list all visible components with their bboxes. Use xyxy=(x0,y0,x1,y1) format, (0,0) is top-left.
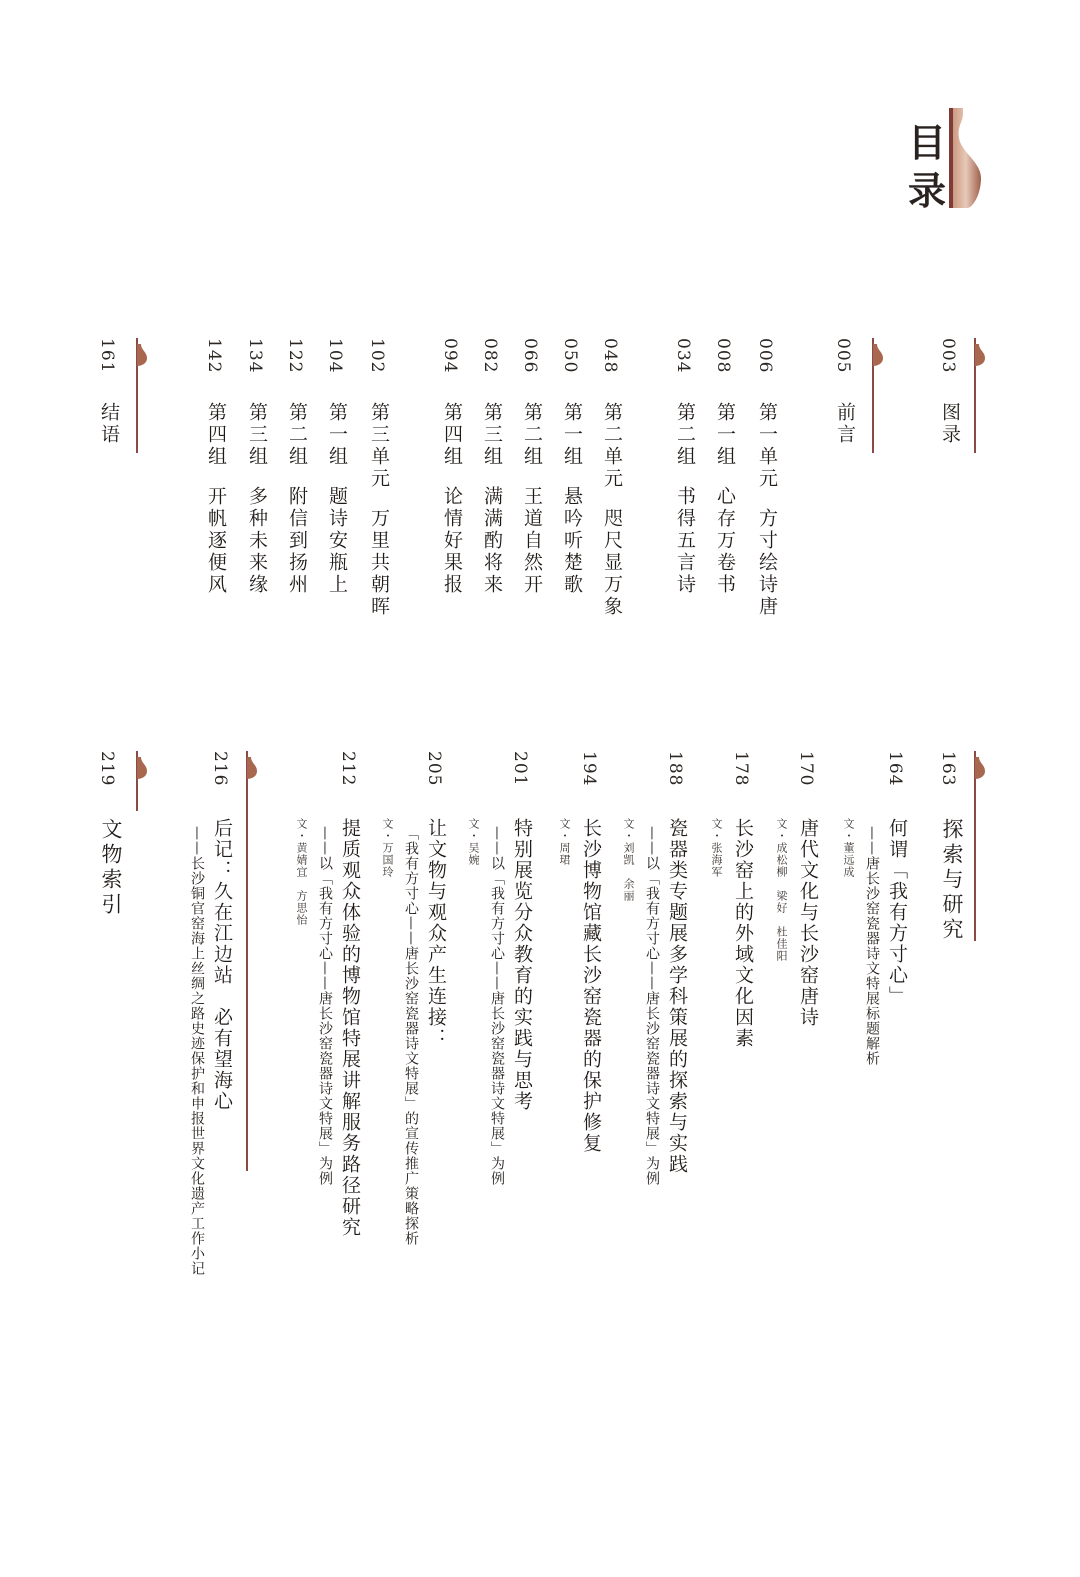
toc-entry-title: 书得五言诗 xyxy=(674,486,696,596)
toc-page-number[interactable]: 205 xyxy=(424,751,444,787)
toc-entry-title[interactable]: 特别展览分众教育的实践与思考 xyxy=(511,818,533,1112)
toc-page-number[interactable]: 003 xyxy=(938,338,958,374)
toc-entry-title: 心存万卷书 xyxy=(714,486,736,596)
toc-entry-label: 第四组 xyxy=(441,402,463,468)
toc-entry-author: 文・刘凯 余丽 xyxy=(622,818,635,902)
section-tab-icon xyxy=(975,344,987,366)
toc-entry[interactable] xyxy=(96,402,123,446)
toc-entry-label: 第三组 xyxy=(246,402,268,468)
toc-entry-title: 悬吟听楚歌 xyxy=(561,486,583,596)
toc-entry-label: 第二组 xyxy=(286,402,308,468)
toc-entry[interactable] xyxy=(559,402,586,596)
toc-entry-subtitle: ——唐长沙窑瓷器诗文特展标题解析 xyxy=(864,826,880,1066)
toc-page-number[interactable]: 094 xyxy=(440,338,460,374)
toc-entry-subtitle: 「我有方寸心——唐长沙窑瓷器诗文特展」的宣传推广策略探析 xyxy=(403,826,419,1246)
toc-entry[interactable] xyxy=(203,402,230,596)
toc-entry-author: 文・周珺 xyxy=(558,818,571,866)
toc-entry[interactable] xyxy=(284,402,311,596)
toc-page-number[interactable]: 212 xyxy=(338,751,358,787)
toc-entry-label: 第一组 xyxy=(714,402,736,468)
toc-page-number[interactable]: 048 xyxy=(600,338,620,374)
vase-icon xyxy=(945,108,985,208)
toc-entry-title[interactable]: 让文物与观众产生连接： xyxy=(425,818,447,1049)
toc-entry-title: 论情好果报 xyxy=(441,486,463,596)
toc-page-number[interactable]: 219 xyxy=(97,751,117,787)
toc-page-number[interactable]: 164 xyxy=(885,751,905,787)
toc-entry-title: 方寸绘诗唐 xyxy=(756,508,778,618)
toc-page-number[interactable]: 161 xyxy=(97,338,117,374)
toc-page-number[interactable]: 122 xyxy=(285,338,305,374)
toc-page-number[interactable]: 050 xyxy=(560,338,580,374)
toc-entry-label: 第三单元 xyxy=(368,402,390,490)
toc-entry-label: 第二单元 xyxy=(601,402,623,490)
toc-entry-title: 附信到扬州 xyxy=(286,486,308,596)
toc-entry-title: 万里共朝晖 xyxy=(368,508,390,618)
toc-entry[interactable] xyxy=(479,402,506,596)
toc-entry-author: 文・万国玲 xyxy=(381,818,394,878)
toc-entry-title: 开帆逐便风 xyxy=(205,486,227,596)
toc-entry-title[interactable]: 瓷器类专题展多学科策展的探索与实践 xyxy=(666,818,688,1175)
toc-entry[interactable] xyxy=(754,402,781,618)
section-tab-icon xyxy=(137,344,149,366)
toc-entry-author: 文・吴婉 xyxy=(467,818,480,866)
section-rule xyxy=(974,751,976,941)
toc-entry-subtitle: ——以「我有方寸心——唐长沙窑瓷器诗文特展」为例 xyxy=(317,826,333,1186)
toc-page-number[interactable]: 008 xyxy=(713,338,733,374)
toc-page-number[interactable]: 142 xyxy=(204,338,224,374)
toc-entry-author: 文・董远成 xyxy=(842,818,855,878)
toc-entry[interactable] xyxy=(324,402,351,596)
toc-entry[interactable] xyxy=(832,402,859,446)
toc-entry-title: 题诗安瓶上 xyxy=(326,486,348,596)
toc-entry-subtitle: ——长沙铜官窑海上丝绸之路史迹保护和申报世界文化遗产工作小记 xyxy=(189,826,205,1276)
toc-entry-label: 第二组 xyxy=(674,402,696,468)
section-tab-icon xyxy=(247,757,259,779)
toc-entry-subtitle: ——以「我有方寸心——唐长沙窑瓷器诗文特展」为例 xyxy=(644,826,660,1186)
toc-entry-title[interactable]: 提质观众体验的博物馆特展讲解服务路径研究 xyxy=(339,818,361,1238)
toc-page-number[interactable]: 134 xyxy=(245,338,265,374)
section-tab-icon xyxy=(975,757,987,779)
toc-page-number[interactable]: 034 xyxy=(673,338,693,374)
toc-page-number[interactable]: 102 xyxy=(367,338,387,374)
toc-page-number[interactable]: 163 xyxy=(938,751,958,787)
toc-page-number[interactable]: 194 xyxy=(579,751,599,787)
toc-entry[interactable] xyxy=(937,402,964,446)
toc-entry[interactable] xyxy=(439,402,466,596)
toc-entry-label: 第二组 xyxy=(521,402,543,468)
toc-entry[interactable] xyxy=(599,402,626,618)
toc-entry-title[interactable]: 长沙窑上的外域文化因素 xyxy=(732,818,754,1049)
toc-entry[interactable] xyxy=(672,402,699,596)
toc-entry-label: 第三组 xyxy=(481,402,503,468)
toc-entry-title[interactable]: 探索与研究 xyxy=(940,818,964,943)
toc-entry-author: 文・成松柳 梁好 杜佳阳 xyxy=(775,818,788,962)
toc-page-number[interactable]: 082 xyxy=(480,338,500,374)
section-tab-icon xyxy=(873,344,885,366)
page-title-char-1: 目 xyxy=(908,120,947,165)
toc-page-number[interactable]: 201 xyxy=(510,751,530,787)
toc-entry-label: 第一组 xyxy=(561,402,583,468)
toc-entry-label: 第一组 xyxy=(326,402,348,468)
toc-entry-title: 结语 xyxy=(98,402,120,446)
toc-entry-author: 文・张海军 xyxy=(710,818,723,878)
toc-entry-title: 多种未来缘 xyxy=(246,486,268,596)
toc-entry-title[interactable]: 何谓「我有方寸心」 xyxy=(886,818,908,1007)
toc-page-number[interactable]: 170 xyxy=(796,751,816,787)
toc-page-number[interactable]: 005 xyxy=(833,338,853,374)
section-rule xyxy=(246,751,248,1171)
toc-entry-label: 第一单元 xyxy=(756,402,778,490)
toc-entry-title[interactable]: 后记：久在江边站 必有望海心 xyxy=(211,818,233,1112)
toc-page-number[interactable]: 216 xyxy=(210,751,230,787)
toc-entry[interactable] xyxy=(244,402,271,596)
toc-entry-title[interactable]: 文物索引 xyxy=(99,818,123,918)
toc-entry-author: 文・黄婧宜 方思怡 xyxy=(295,818,308,926)
toc-entry-subtitle: ——以「我有方寸心——唐长沙窑瓷器诗文特展」为例 xyxy=(489,826,505,1186)
toc-entry-title: 满满酌将来 xyxy=(481,486,503,596)
toc-entry-title: 前言 xyxy=(834,402,856,446)
toc-entry-title: 王道自然开 xyxy=(521,486,543,596)
toc-entry[interactable] xyxy=(519,402,546,596)
toc-entry[interactable] xyxy=(366,402,393,618)
section-tab-icon xyxy=(137,757,149,779)
toc-page-number[interactable]: 178 xyxy=(731,751,751,787)
toc-entry-title[interactable]: 长沙博物馆藏长沙窑瓷器的保护修复 xyxy=(580,818,602,1154)
toc-entry-title: 图录 xyxy=(939,402,961,446)
toc-entry-label: 第四组 xyxy=(205,402,227,468)
toc-page-number[interactable]: 104 xyxy=(325,338,345,374)
page-title-char-2: 录 xyxy=(908,168,947,213)
toc-page-number[interactable]: 188 xyxy=(665,751,685,787)
toc-entry[interactable] xyxy=(712,402,739,596)
toc-page-number[interactable]: 006 xyxy=(755,338,775,374)
toc-page-number[interactable]: 066 xyxy=(520,338,540,374)
toc-entry-title: 咫尺显万象 xyxy=(601,508,623,618)
toc-entry-title[interactable]: 唐代文化与长沙窑唐诗 xyxy=(797,818,819,1028)
